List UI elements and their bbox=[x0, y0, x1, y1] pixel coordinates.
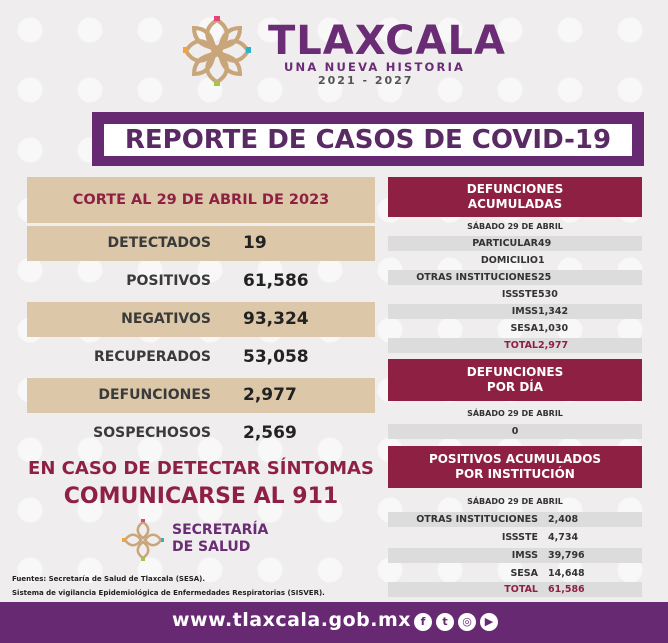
def-acum-value: 49 bbox=[538, 238, 552, 249]
pos-inst-label: ISSSTE bbox=[501, 532, 538, 543]
pos-inst-row bbox=[388, 566, 642, 581]
summary-value: 53,058 bbox=[243, 347, 309, 367]
website-link[interactable]: www.tlaxcala.gob.mx bbox=[172, 609, 411, 631]
def-acum-label: SESA bbox=[510, 323, 538, 334]
summary-row-positivos bbox=[27, 264, 375, 299]
def-acum-label: PARTICULAR bbox=[472, 238, 538, 249]
twitter-icon[interactable] bbox=[436, 613, 454, 631]
defunciones-por-dia-header bbox=[388, 359, 642, 401]
summary-label: SOSPECHOSOS bbox=[93, 425, 211, 441]
summary-label: DETECTADOS bbox=[107, 235, 211, 251]
salud-line-2: DE SALUD bbox=[172, 539, 251, 555]
pos-inst-row bbox=[388, 512, 642, 527]
pos-inst-row bbox=[388, 530, 642, 545]
summary-row-recuperados bbox=[27, 340, 375, 375]
defunciones-acumuladas-title-1: DEFUNCIONES bbox=[466, 182, 564, 196]
def-acum-row bbox=[388, 304, 642, 319]
pos-inst-value: 14,648 bbox=[548, 568, 585, 579]
report-title: REPORTE DE CASOS DE COVID-19 bbox=[104, 124, 632, 156]
alert-line-1: EN CASO DE DETECTAR SÍNTOMAS bbox=[28, 458, 374, 479]
def-dia-row bbox=[388, 424, 642, 439]
salud-name bbox=[172, 522, 268, 556]
summary-table bbox=[27, 177, 375, 451]
positivos-institucion-header bbox=[388, 446, 642, 488]
def-acum-row bbox=[388, 321, 642, 336]
brand-subtitle: UNA NUEVA HISTORIA bbox=[284, 60, 466, 74]
pos-inst-label: SESA bbox=[510, 568, 538, 579]
def-acum-value: 2,977 bbox=[538, 340, 569, 351]
def-acum-label: OTRAS INSTITUCIONES bbox=[416, 272, 538, 283]
pos-inst-value: 4,734 bbox=[548, 532, 579, 543]
youtube-icon[interactable] bbox=[480, 613, 498, 631]
brand-title: TLAXCALA bbox=[268, 18, 506, 64]
def-acum-value: 1,342 bbox=[538, 306, 569, 317]
source-line-2: Sistema de vigilancia Epidemiológica de Enfermedades Respiratorias (SISVER). bbox=[12, 589, 325, 597]
alert-line-2: COMUNICARSE AL 911 bbox=[63, 484, 339, 509]
summary-value: 93,324 bbox=[243, 309, 309, 329]
positivos-institucion-date: SÁBADO 29 DE ABRIL bbox=[467, 497, 563, 506]
pos-inst-value: 39,796 bbox=[548, 550, 585, 561]
def-acum-row bbox=[388, 270, 642, 285]
summary-row-negativos bbox=[27, 302, 375, 337]
positivos-institucion-title-2: POR INSTITUCIÓN bbox=[455, 467, 575, 481]
summary-label: DEFUNCIONES bbox=[98, 387, 211, 403]
pos-inst-label: IMSS bbox=[511, 550, 538, 561]
defunciones-acumuladas-header bbox=[388, 177, 642, 217]
defunciones-por-dia-title-1: DEFUNCIONES bbox=[466, 365, 564, 379]
def-acum-value: 25 bbox=[538, 272, 552, 283]
instagram-glyph: ◎ bbox=[462, 615, 472, 628]
summary-row-defunciones bbox=[27, 378, 375, 413]
summary-value: 61,586 bbox=[243, 271, 309, 291]
tlaxcala-flower-logo-icon bbox=[180, 14, 254, 88]
defunciones-acumuladas-date: SÁBADO 29 DE ABRIL bbox=[467, 222, 563, 231]
defunciones-por-dia-date: SÁBADO 29 DE ABRIL bbox=[467, 409, 563, 418]
summary-label: RECUPERADOS bbox=[93, 349, 211, 365]
def-acum-row bbox=[388, 236, 642, 251]
instagram-icon[interactable] bbox=[458, 613, 476, 631]
brand-years: 2021 - 2027 bbox=[318, 74, 414, 87]
corte-date: CORTE AL 29 DE ABRIL DE 2023 bbox=[27, 177, 375, 223]
twitter-glyph: t bbox=[442, 615, 448, 628]
def-acum-total-row bbox=[388, 338, 642, 353]
salud-flower-logo-icon bbox=[122, 519, 164, 561]
facebook-icon[interactable] bbox=[414, 613, 432, 631]
def-acum-label: DOMICILIO bbox=[480, 255, 538, 266]
def-acum-label: TOTAL bbox=[504, 340, 538, 351]
positivos-institucion-title-1: POSITIVOS ACUMULADOS bbox=[428, 452, 602, 466]
pos-inst-label: TOTAL bbox=[504, 584, 538, 595]
summary-row-sospechosos bbox=[27, 416, 375, 451]
header bbox=[0, 0, 668, 100]
summary-value: 19 bbox=[243, 233, 267, 253]
summary-value: 2,977 bbox=[243, 385, 297, 405]
pos-inst-total-row bbox=[388, 582, 642, 597]
pos-inst-row bbox=[388, 548, 642, 563]
def-dia-value: 0 bbox=[511, 426, 519, 437]
defunciones-por-dia-title-2: POR DÍA bbox=[486, 380, 544, 394]
facebook-glyph: f bbox=[420, 615, 426, 628]
def-acum-value: 1,030 bbox=[538, 323, 569, 334]
summary-label: POSITIVOS bbox=[126, 273, 211, 289]
summary-label: NEGATIVOS bbox=[121, 311, 211, 327]
def-acum-label: IMSS bbox=[511, 306, 538, 317]
defunciones-acumuladas-title-2: ACUMULADAS bbox=[467, 197, 563, 211]
def-acum-value: 530 bbox=[538, 289, 558, 300]
sources bbox=[12, 572, 392, 600]
summary-row-detectados bbox=[27, 226, 375, 261]
source-line-1: Fuentes: Secretaría de Salud de Tlaxcala (SESA). bbox=[12, 575, 206, 583]
def-acum-label: ISSSTE bbox=[501, 289, 538, 300]
youtube-glyph: ▶ bbox=[484, 615, 494, 628]
def-acum-row bbox=[388, 253, 642, 268]
pos-inst-value: 2,408 bbox=[548, 514, 579, 525]
def-acum-value: 1 bbox=[538, 255, 545, 266]
pos-inst-value: 61,586 bbox=[548, 584, 585, 595]
summary-value: 2,569 bbox=[243, 423, 297, 443]
pos-inst-label: OTRAS INSTITUCIONES bbox=[416, 514, 538, 525]
def-acum-row bbox=[388, 287, 642, 302]
salud-line-1: SECRETARÍA bbox=[172, 522, 269, 538]
